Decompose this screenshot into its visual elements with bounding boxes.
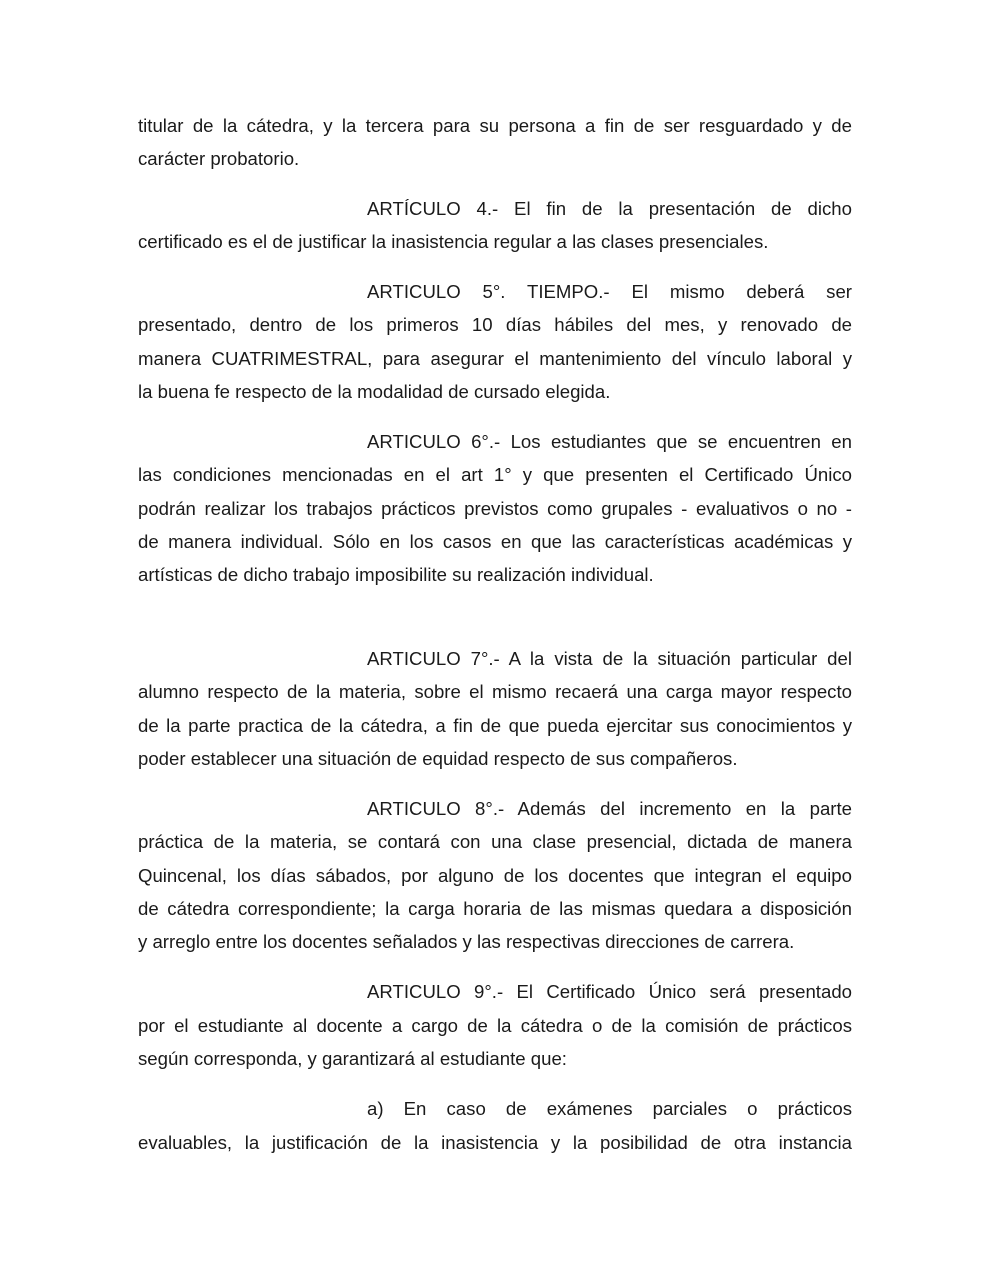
- paragraph-line: por el estudiante al docente a cargo de la cátedra o de la comisión de prácticos: [138, 1015, 852, 1036]
- paragraph-line: certificado es el de justificar la inasistencia regular a las clases presenciales.: [138, 231, 769, 252]
- paragraph-line: podrán realizar los trabajos prácticos previstos como grupales - evaluativos o no -: [138, 498, 852, 519]
- paragraph-line: evaluables, la justificación de la inasistencia y la posibilidad de otra instancia: [138, 1132, 852, 1153]
- paragraph-line: la buena fe respecto de la modalidad de cursado elegida.: [138, 381, 611, 402]
- paragraph-line: titular de la cátedra, y la tercera para su persona a fin de ser resguardado y de: [138, 115, 852, 136]
- paragraph-line: alumno respecto de la materia, sobre el mismo recaerá una carga mayor respecto: [138, 681, 852, 702]
- paragraph-line: y arreglo entre los docentes señalados y las respectivas direcciones de carrera.: [138, 931, 795, 952]
- paragraph-line: artísticas de dicho trabajo imposibilite su realización individual.: [138, 564, 654, 585]
- paragraph-line: presentado, dentro de los primeros 10 días hábiles del mes, y renovado de: [138, 314, 852, 335]
- article-9-heading-line: ARTICULO 9°.- El Certificado Único será presentado: [367, 981, 852, 1002]
- paragraph-line: de la parte practica de la cátedra, a fin de que pueda ejercitar sus conocimientos y: [138, 715, 852, 736]
- article-4-heading-line: ARTÍCULO 4.- El fin de la presentación de dicho: [367, 198, 852, 219]
- article-7-heading-line: ARTICULO 7°.- A la vista de la situación particular del: [367, 648, 852, 669]
- article-8-heading-line: ARTICULO 8°.- Además del incremento en la parte: [367, 798, 852, 819]
- paragraph-line: Quincenal, los días sábados, por alguno de los docentes que integran el equipo: [138, 865, 852, 886]
- article-6-heading-line: ARTICULO 6°.- Los estudiantes que se encuentren en: [367, 431, 852, 452]
- list-item-a-line: a) En caso de exámenes parciales o prácticos: [367, 1098, 852, 1119]
- paragraph-line: manera CUATRIMESTRAL, para asegurar el mantenimiento del vínculo laboral y: [138, 348, 852, 369]
- paragraph-line: según corresponda, y garantizará al estudiante que:: [138, 1048, 567, 1069]
- paragraph-line: práctica de la materia, se contará con una clase presencial, dictada de manera: [138, 831, 852, 852]
- paragraph-line: las condiciones mencionadas en el art 1° y que presenten el Certificado Único: [138, 464, 852, 485]
- paragraph-line: de cátedra correspondiente; la carga horaria de las mismas quedara a disposición: [138, 898, 852, 919]
- paragraph-line: carácter probatorio.: [138, 148, 300, 169]
- paragraph-line: poder establecer una situación de equidad respecto de sus compañeros.: [138, 748, 738, 769]
- article-5-heading-line: ARTICULO 5°. TIEMPO.- El mismo deberá ser: [367, 281, 852, 302]
- paragraph-line: de manera individual. Sólo en los casos en que las características académicas y: [138, 531, 852, 552]
